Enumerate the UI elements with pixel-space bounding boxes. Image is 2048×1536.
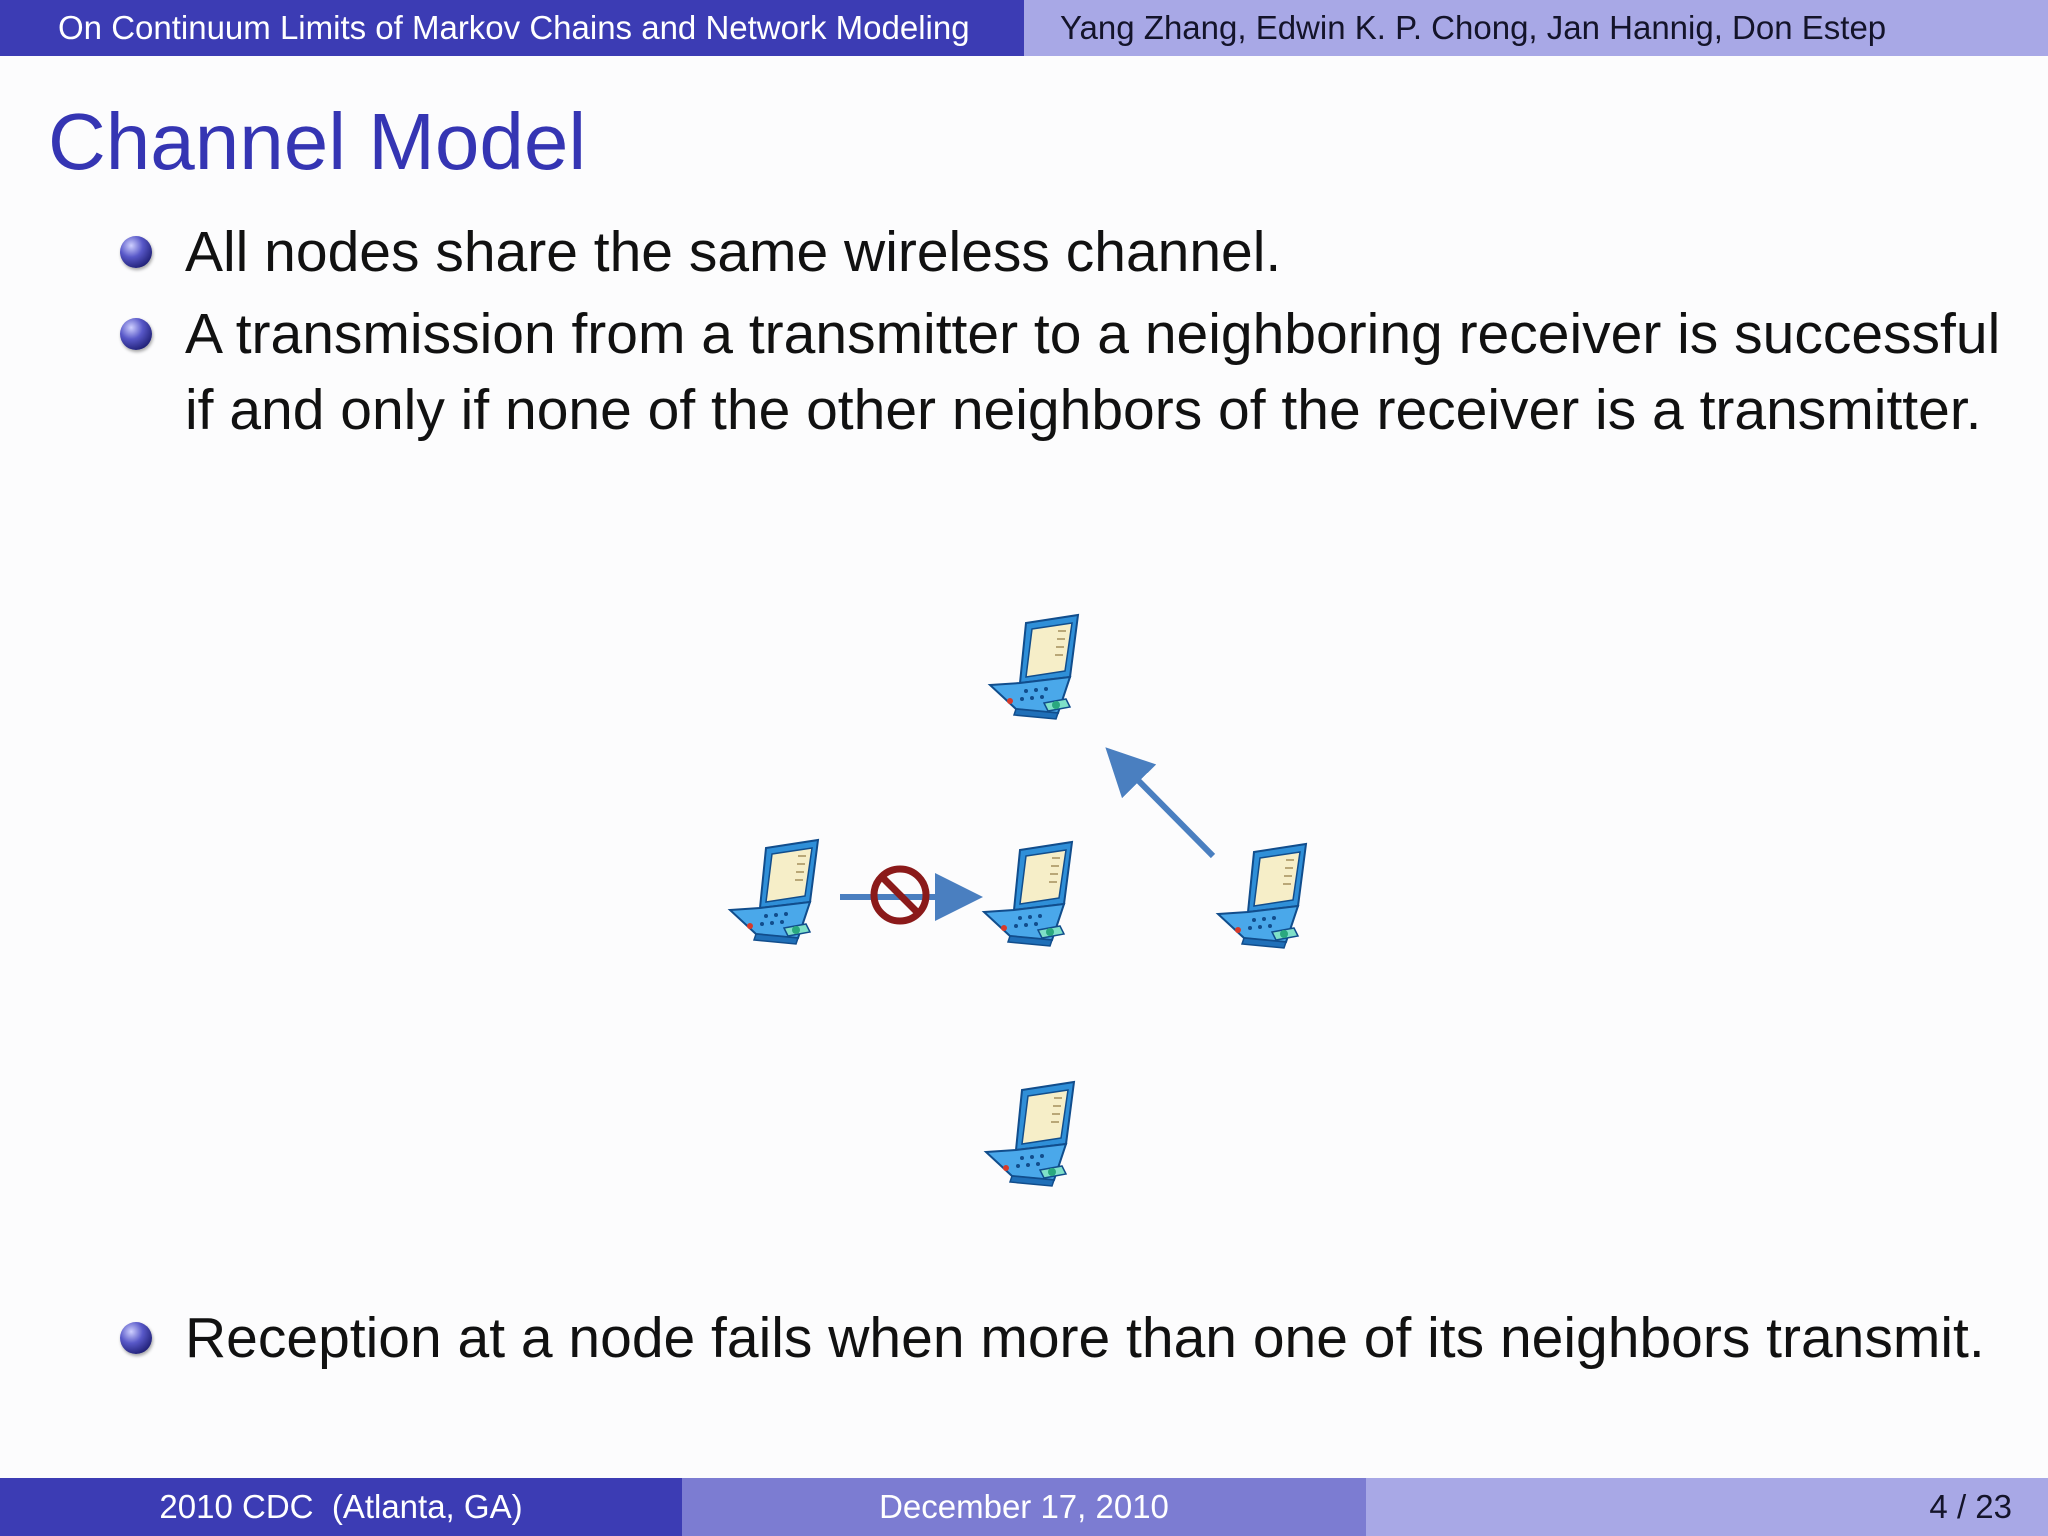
laptop-icon bbox=[984, 842, 1072, 946]
presentation-title: On Continuum Limits of Markov Chains and Network Modeling bbox=[0, 0, 1024, 56]
network-diagram-svg bbox=[700, 600, 1360, 1210]
footer-date: December 17, 2010 bbox=[682, 1478, 1366, 1536]
bullet-text: A transmission from a transmitter to a neighboring receiver is successful if and only if none of the other neighbors of the receiver is a transmitter. bbox=[185, 302, 2001, 442]
laptop-icon bbox=[730, 840, 818, 944]
bullet-marker bbox=[120, 236, 152, 268]
laptop-icon bbox=[1218, 844, 1306, 948]
page-number: 4 / 23 bbox=[1366, 1478, 2048, 1536]
footer-bar bbox=[0, 1478, 2048, 1536]
network-diagram bbox=[700, 600, 1360, 1210]
bullet-text: Reception at a node fails when more than one of its neighbors transmit. bbox=[185, 1306, 1985, 1370]
bullet-text: All nodes share the same wireless channel. bbox=[185, 220, 1282, 284]
presentation-authors: Yang Zhang, Edwin K. P. Chong, Jan Hannig, Don Estep bbox=[1024, 0, 2048, 56]
arrow-icon bbox=[1118, 760, 1213, 856]
slide-title: Channel Model bbox=[48, 97, 587, 186]
header-bar bbox=[0, 0, 2048, 56]
laptop-icon bbox=[990, 615, 1078, 719]
footer-venue: 2010 CDC (Atlanta, GA) bbox=[0, 1478, 682, 1536]
bullet-marker bbox=[120, 1322, 152, 1354]
bullet-marker bbox=[120, 318, 152, 350]
laptop-icon bbox=[986, 1082, 1074, 1186]
